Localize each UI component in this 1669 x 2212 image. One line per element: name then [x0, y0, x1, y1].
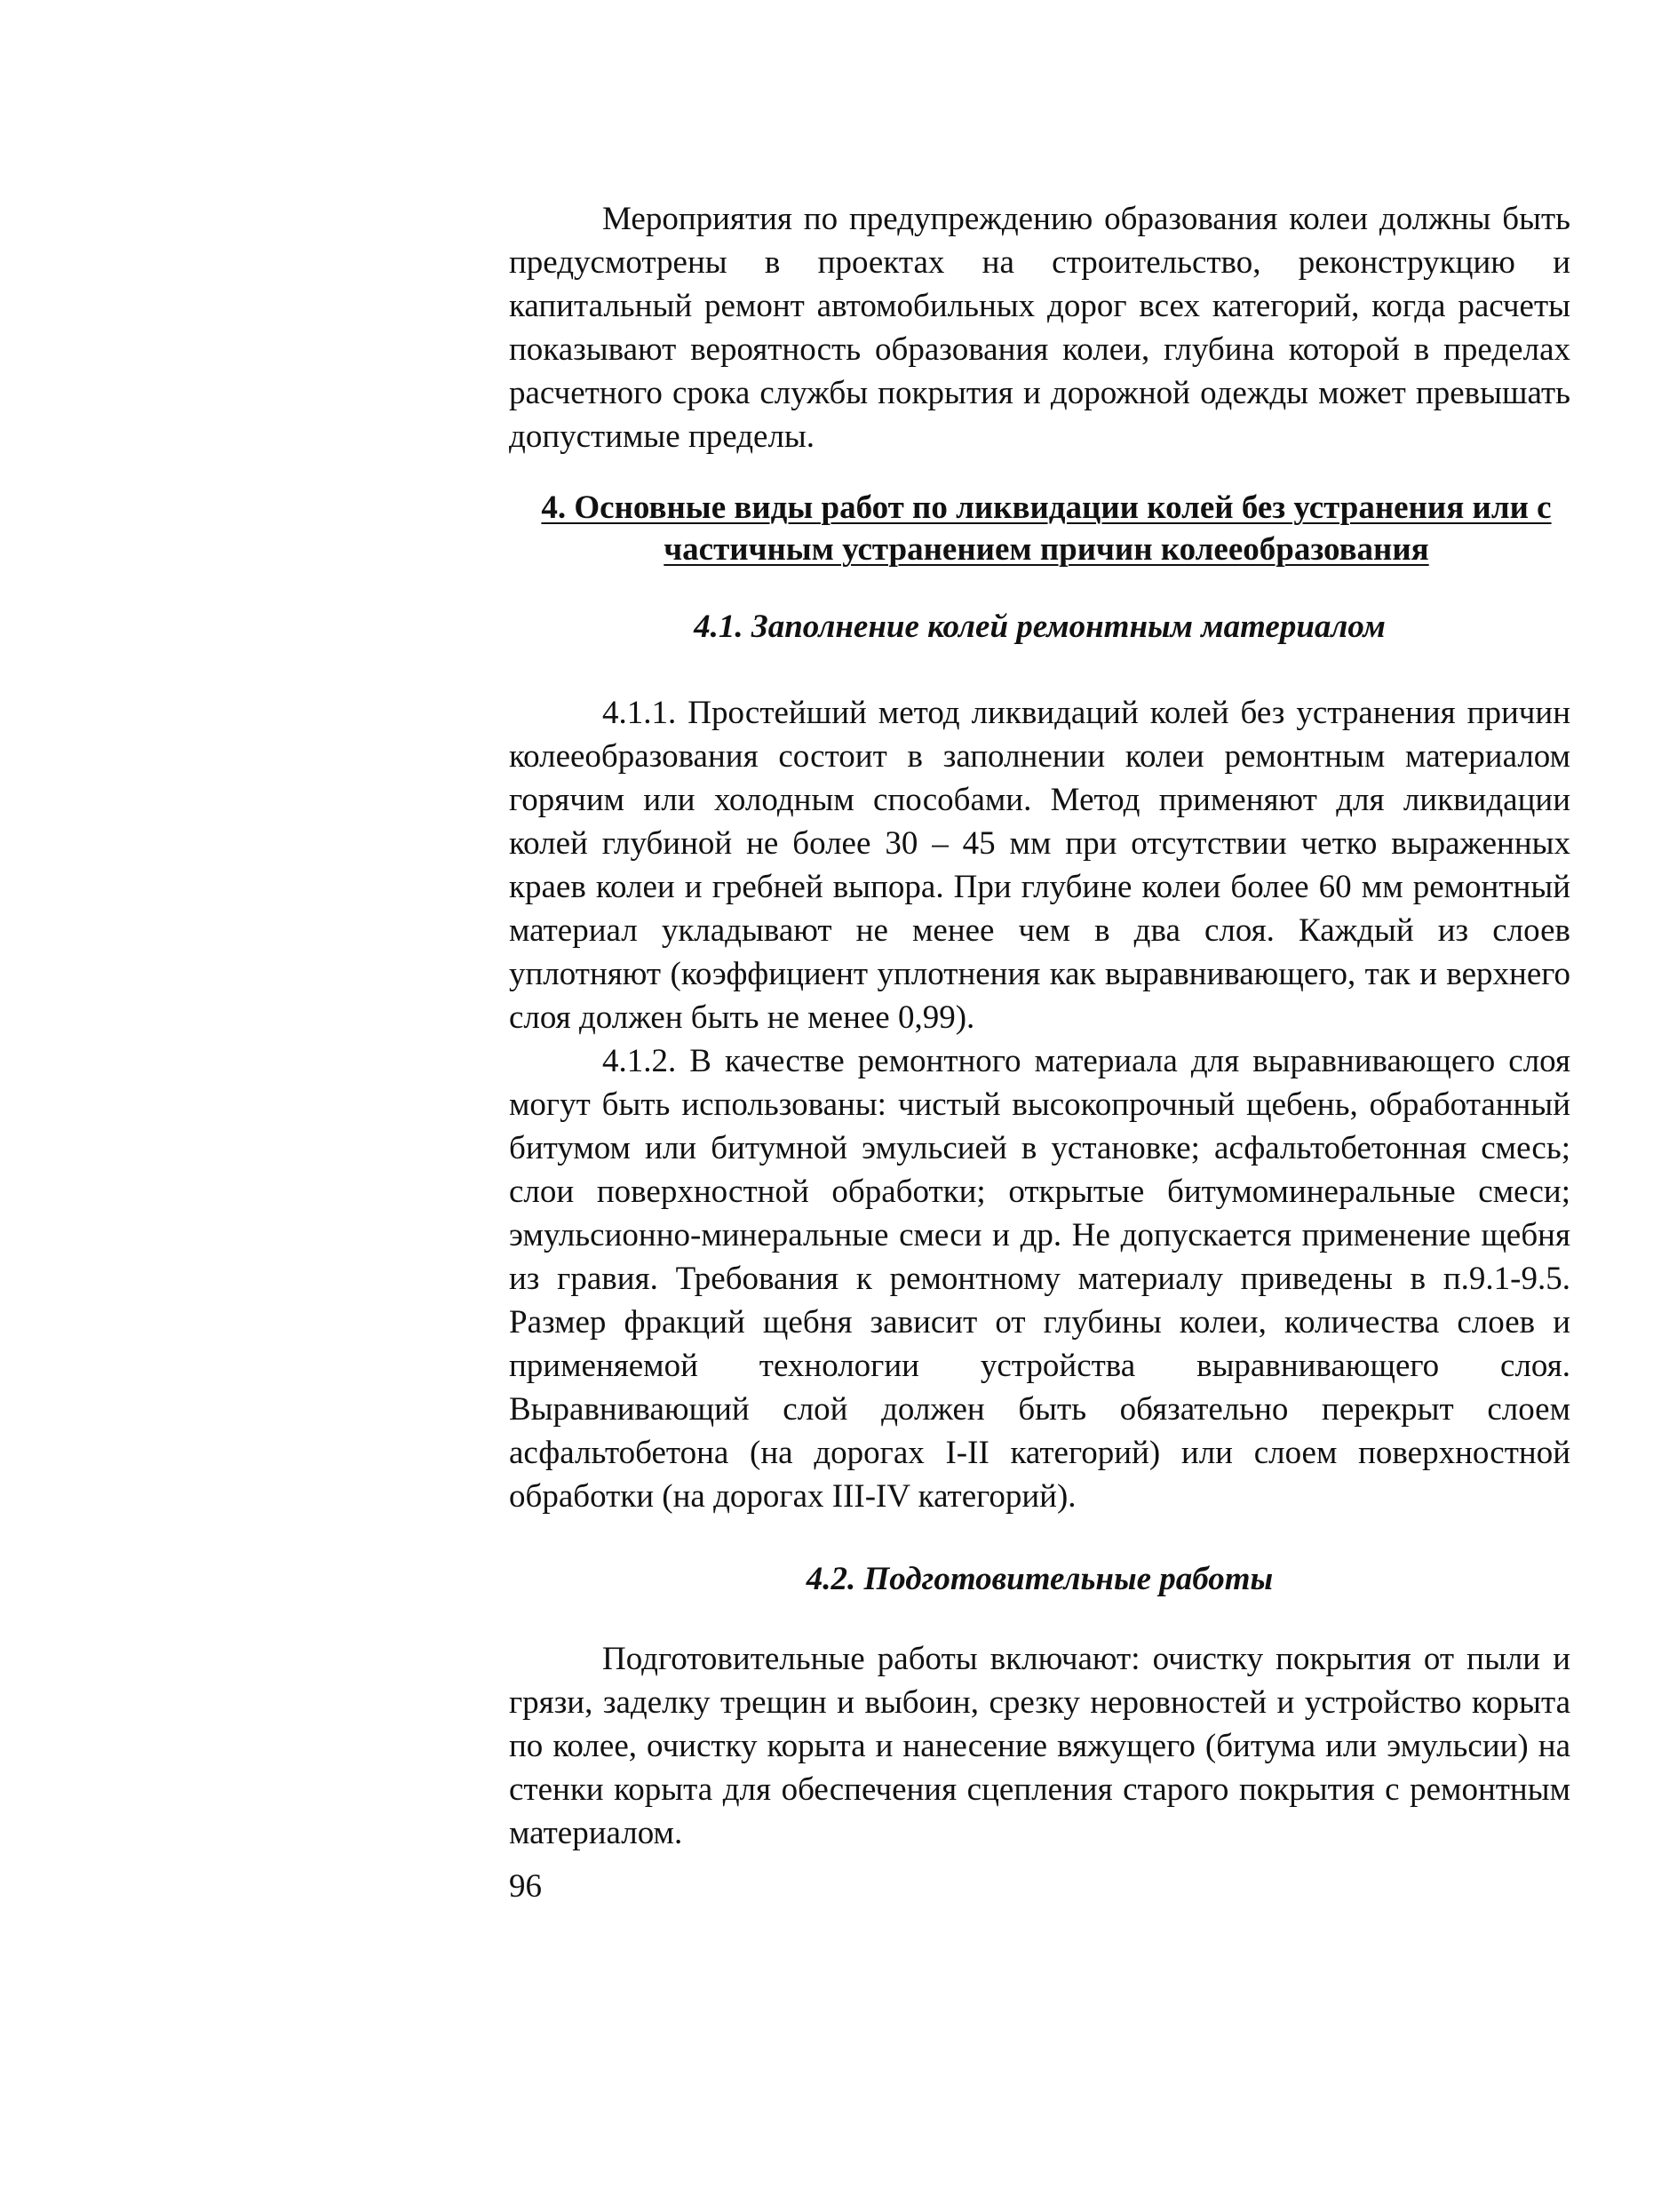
subsection-1-title-block — [509, 606, 1570, 648]
subsection-2-title: 4.2. Подготовительные работы — [806, 1561, 1274, 1597]
page-number: 96 — [509, 1868, 542, 1905]
intro-block — [509, 197, 1570, 458]
subsection-1-title: 4.1. Заполнение колей ремонтным материалом — [694, 609, 1386, 645]
paragraph-4-2: Подготовительные работы включают: очистку покрытия от пыли и грязи, заделку трещин и выбоин, срезку неровностей и устройство корыта по колее, очистку корыта и нанесение вяжущего (битума или эмульсии) на стенки корыта для обеспечения сцепления старого покрытия с ремонтным материалом. — [509, 1641, 1570, 1851]
subsection-2-title-block — [509, 1558, 1570, 1600]
intro-paragraph: Мероприятия по предупреждению образования колеи должны быть предусмотрены в проектах на строительство, реконструкцию и капитальный ремонт автомобильных дорог всех категорий, когда расчеты показывают вероятность образования колеи, глубина которой в пределах расчетного срока службы покрытия и дорожной одежды может превышать допустимые пределы. — [509, 201, 1570, 455]
section-heading-block — [536, 487, 1557, 570]
subsection-2-body — [509, 1637, 1570, 1855]
paragraph-4-1-1: 4.1.1. Простейший метод ликвидаций колей без устранения причин колееобразования состоит в заполнении колеи ремонтным материалом горячим или холодным способами. Метод применяют для ликвидации колей глубиной не более 30 – 45 мм при отсутствии четко выраженных краев колеи и гребней выпора. При глубине колеи более 60 мм ремонтный материал укладывают не менее чем в два слоя. Каждый из слоев уплотняют (коэффициент уплотнения как выравнивающего, так и верхнего слоя должен быть не менее 0,99). — [509, 695, 1570, 1036]
paragraph-4-1-2: 4.1.2. В качестве ремонтного материала для выравнивающего слоя могут быть использованы: чистый высокопрочный щебень, обработанный битумом или битумной эмульсией в установке; асфальтобетонная смесь; слои поверхностной обработки; открытые битумоминеральные смеси; эмульсионно-минеральные смеси и др. Не допускается применение щебня из гравия. Требования к ремонтному материалу приведены в п.9.1-9.5. Размер фракций щебня зависит от глубины колеи, количества слоев и применяемой технологии устройства выравнивающего слоя. Выравнивающий слой должен быть обязательно перекрыт слоем асфальтобетона (на дорогах I-II категорий) или слоем поверхностной обработки (на дорогах III-IV категорий). — [509, 1043, 1570, 1515]
subsection-1-body — [509, 691, 1570, 1518]
section-heading: 4. Основные виды работ по ликвидации колей без устранения или с частичным устранением причин колееобразования — [541, 489, 1552, 568]
